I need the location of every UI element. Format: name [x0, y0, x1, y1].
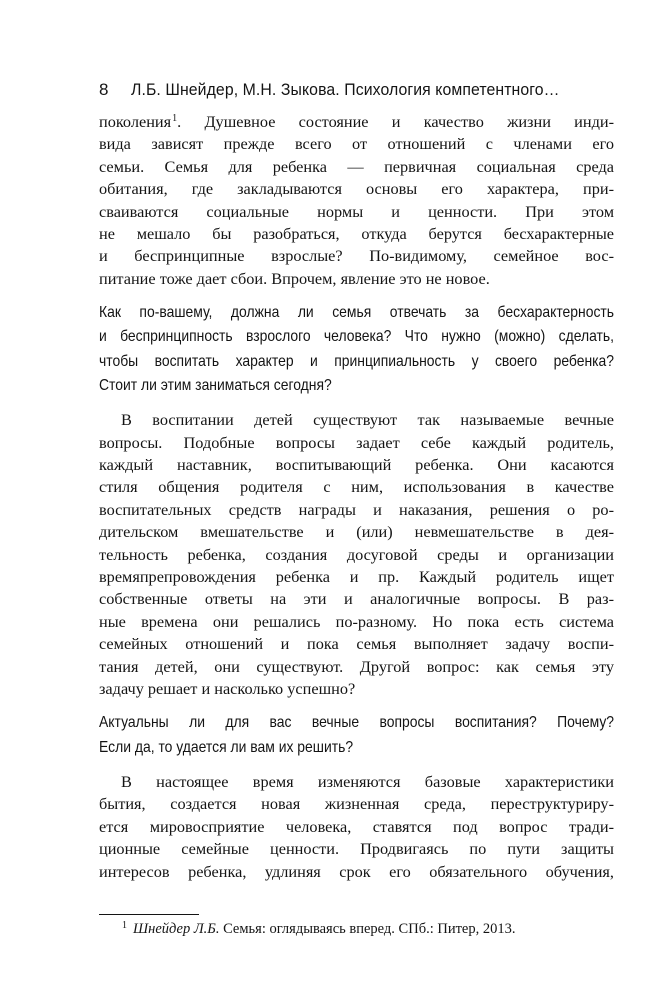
paragraph-line: вопросы. Подобные вопросы задает себе каждый родитель,: [99, 432, 614, 452]
paragraph: [99, 111, 614, 290]
paragraph-line: задачу решает и насколько успешно?: [99, 679, 356, 698]
footnote-rule: [99, 914, 199, 915]
paragraph-line: В воспитании детей существуют так называемые вечные: [121, 410, 614, 430]
paragraph-line: времяпрепровождения ребенка и пр. Каждый родитель ищет: [99, 567, 614, 587]
question-line: и беспринципность взрослого человека? Что нужно (можно) сделать,: [99, 328, 615, 346]
question-block: [99, 301, 614, 398]
paragraph-line: тельность ребенка, создания досуговой среды и организации: [99, 544, 614, 564]
paragraph-line: семьи. Семья для ребенка — первичная социальная среда: [99, 156, 614, 176]
paragraph-line: семейных отношений и пока семья выполняет задачу воспи-: [99, 634, 614, 654]
paragraph-line: и беспринципные взрослые? По-видимому, семейное вос-: [99, 246, 614, 266]
paragraph-line: бытия, создается новая жизненная среда, переструктуриру-: [99, 794, 614, 814]
paragraph-line: не мешало бы разобраться, откуда берутся бесхарактерные: [99, 223, 614, 243]
paragraph-line: воспитательных средств награды и наказания, решения о ро-: [99, 499, 614, 519]
paragraph-line: собственные ответы на эти и аналогичные вопросы. В раз-: [99, 589, 614, 609]
page-number: 8: [99, 80, 109, 99]
footnote: [99, 920, 652, 938]
running-header: [99, 79, 652, 101]
paragraph-line: обитания, где закладываются основы его характера, при-: [99, 179, 614, 199]
running-title: Л.Б. Шнейдер, М.Н. Зыкова. Психология компетентного…: [131, 80, 560, 99]
question-line: Как по-вашему, должна ли семья отвечать за бесхарактерность: [99, 304, 615, 322]
paragraph-line: дительском вмешательстве и (или) невмешательстве в дея-: [99, 522, 614, 542]
paragraph-line: каждый наставник, воспитывающий ребенка. Они касаются: [99, 455, 614, 475]
paragraph-line: питание тоже дает сбои. Впрочем, явление это не новое.: [99, 268, 490, 288]
question-line: Стоит ли этим заниматься сегодня?: [99, 377, 332, 395]
paragraph-line: ется мировосприятие человека, ставятся под вопрос тради-: [99, 816, 614, 836]
paragraph-line: тания детей, они существуют. Другой вопрос: как семья эту: [99, 656, 614, 676]
paragraph-line: интересов ребенка, удлиняя срок его обязательного обучения,: [99, 861, 614, 881]
paragraph-line: поколения$^1$. Душевное состояние и качество жизни инди-: [99, 112, 614, 131]
question-block: [99, 711, 614, 760]
paragraph-line: В настоящее время изменяются базовые характеристики: [121, 771, 614, 791]
question-line: чтобы воспитать характер и принципиальность у своего ребенка?: [99, 352, 615, 370]
paragraph-line: стиля общения родителя с ним, использования в качестве: [99, 477, 614, 497]
footnote-author: Шнейдер Л.Б.: [133, 920, 220, 937]
paragraph: [99, 409, 614, 700]
paragraph: [99, 771, 614, 883]
question-line: Актуальны ли для вас вечные вопросы воспитания? Почему?: [99, 714, 615, 732]
page-body: [99, 111, 614, 883]
footnote-text: Семья: оглядываясь вперед. СПб.: Питер, 2013.: [219, 920, 516, 937]
paragraph-line: ные времена они решались по-разному. Но пока есть система: [99, 611, 614, 631]
footnote-reference: 1: [172, 113, 178, 124]
paragraph-line: вида зависят прежде всего от отношений с членами его: [99, 134, 614, 154]
footnote-marker: 1: [122, 919, 127, 931]
paragraph-line: ционные семейные ценности. Продвигаясь по пути защиты: [99, 839, 614, 859]
paragraph-line: сваиваются социальные нормы и ценности. При этом: [99, 201, 614, 221]
question-line: Если да, то удается ли вам их решить?: [99, 738, 354, 756]
